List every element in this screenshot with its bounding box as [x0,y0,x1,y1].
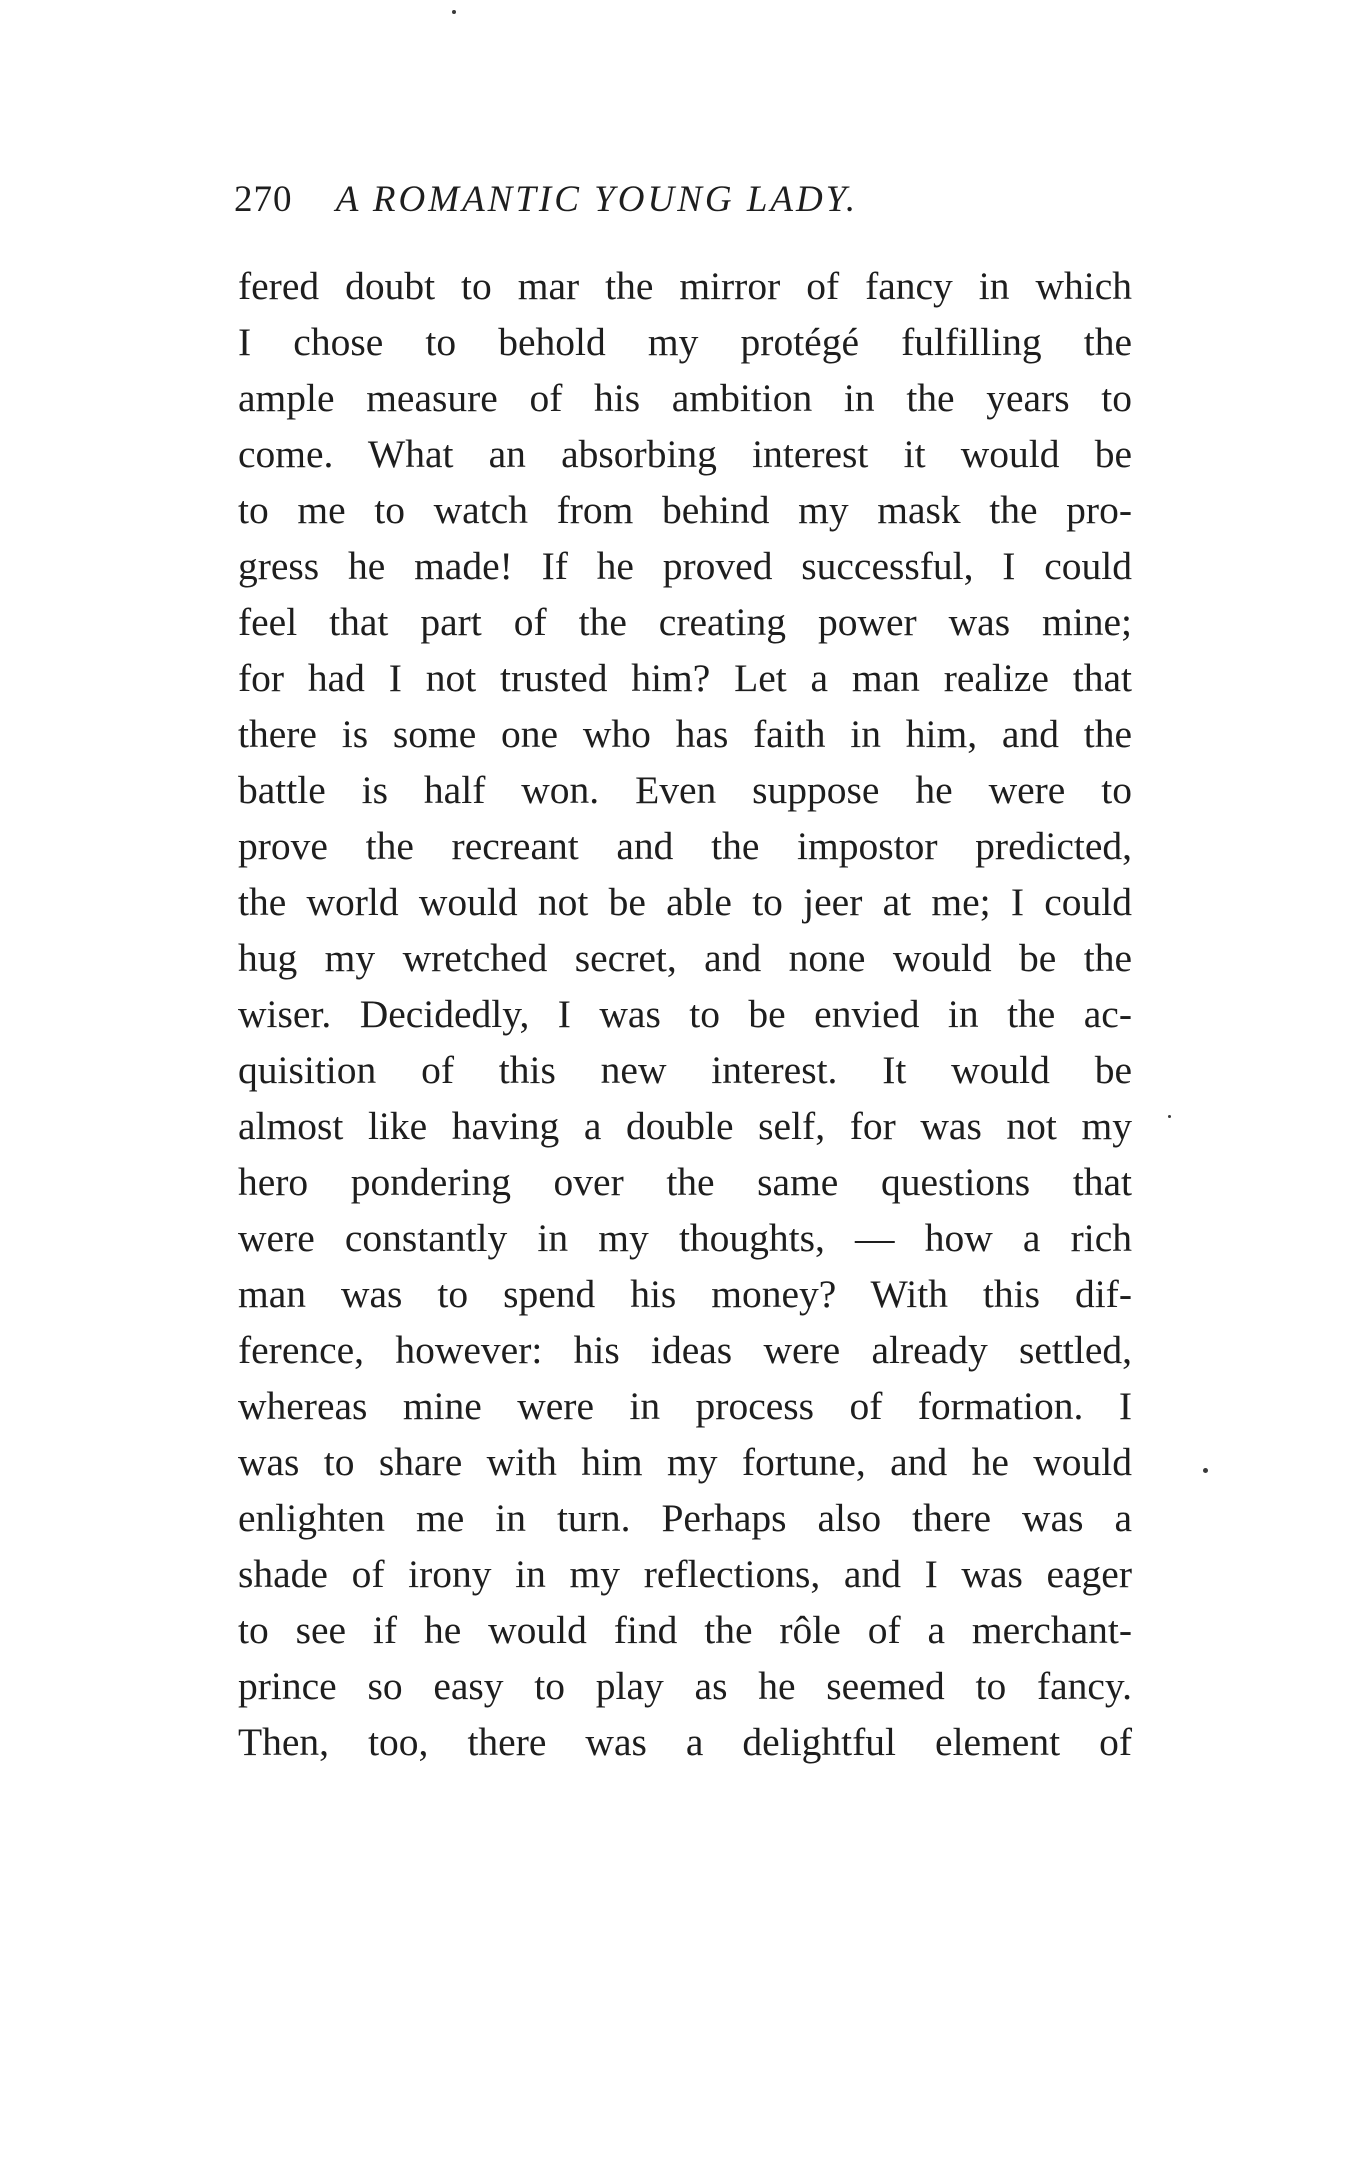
text-line: man was to spend his money? With this dif- [238,1272,1132,1316]
text-line: come. What an absorbing interest it would be [238,432,1132,476]
text-line: prince so easy to play as he seemed to fancy. [238,1664,1132,1708]
print-speck [1168,1115,1171,1118]
text-line: to see if he would find the rôle of a merchant- [238,1608,1132,1652]
text-line: enlighten me in turn. Perhaps also there was a [238,1496,1132,1540]
text-line: quisition of this new interest. It would be [238,1048,1132,1092]
text-line: hero pondering over the same questions that [238,1160,1132,1204]
text-line: Then, too, there was a delightful element of [238,1720,1132,1764]
text-line: ference, however: his ideas were already settled, [238,1328,1132,1372]
text-line: for had I not trusted him? Let a man realize that [238,656,1132,700]
text-line: gress he made! If he proved successful, I could [238,544,1132,588]
text-line: wiser. Decidedly, I was to be envied in the ac- [238,992,1132,1036]
running-header [234,170,1134,230]
text-line: the world would not be able to jeer at me; I could [238,880,1132,924]
text-line: fered doubt to mar the mirror of fancy in which [238,264,1132,308]
text-line: almost like having a double self, for was not my [238,1104,1132,1148]
text-line: feel that part of the creating power was mine; [238,600,1132,644]
text-line: whereas mine were in process of formation. I [238,1384,1132,1428]
text-line: there is some one who has faith in him, and the [238,712,1132,756]
running-title: A ROMANTIC YOUNG LADY. [335,179,859,220]
text-line: hug my wretched secret, and none would be the [238,936,1132,980]
text-line: to me to watch from behind my mask the pro- [238,488,1132,532]
text-line: were constantly in my thoughts, — how a rich [238,1216,1132,1260]
text-line: ample measure of his ambition in the years to [238,376,1132,420]
text-line: prove the recreant and the impostor predicted, [238,824,1132,868]
text-line: was to share with him my fortune, and he would [238,1440,1132,1484]
text-line: I chose to behold my protégé fulfilling the [238,320,1132,364]
text-line: shade of irony in my reflections, and I was eager [238,1552,1132,1596]
page-number: 270 [234,179,293,220]
print-speck [1203,1468,1208,1473]
body-text [238,258,1132,1770]
print-speck [452,10,456,14]
text-line: battle is half won. Even suppose he were to [238,768,1132,812]
